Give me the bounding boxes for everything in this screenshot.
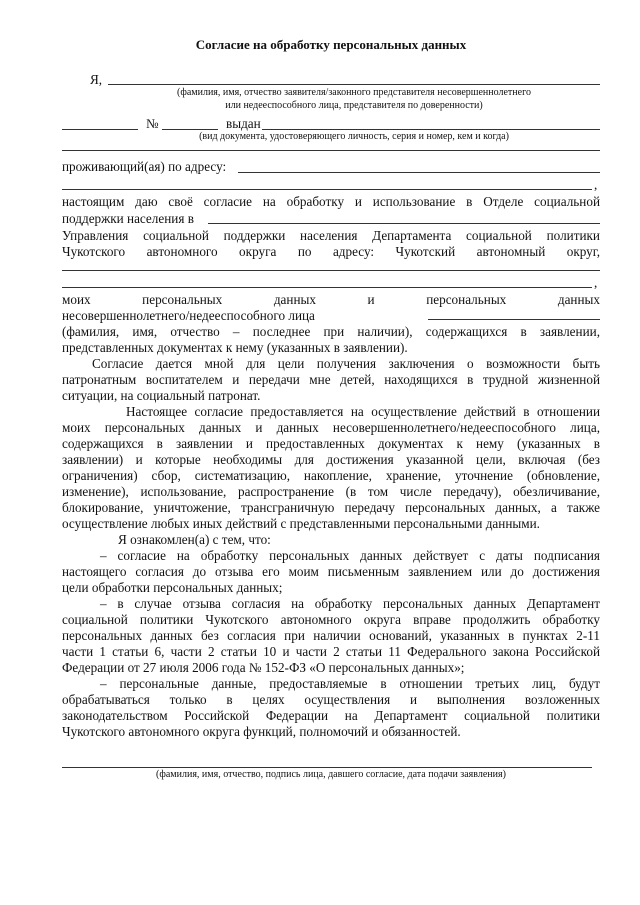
consent-line-7: (фамилия, имя, отчество – последнее при наличии), содержащихся в заявлении, — [62, 324, 600, 339]
bullet-2-line-4: части 1 статьи 6, части 2 статьи 10 и части 2 статьи 11 Федерального закона Российской — [62, 644, 600, 659]
office-address-line-1[interactable] — [62, 270, 600, 271]
consent-line-8: представленных документах к нему (указанных в заявлении). — [62, 340, 408, 355]
document-extra-line[interactable] — [62, 150, 600, 151]
bullet-3-line-4: Чукотского автономного округа функций, полномочий и обязанностей. — [62, 724, 461, 739]
scope-line-8: осуществление любых иных действий с представленными персональными данными. — [62, 516, 540, 531]
scope-line-2: моих персональных данных и данных несовершеннолетнего/недееспособного лица, — [62, 420, 600, 435]
bullet-2-line-3: персональных данных без согласия при наличии оснований, указанных в пунктах 2-11 — [62, 628, 600, 643]
bullet-3-line-2: обрабатываться только в целях осуществления и выполнения возложенных — [62, 692, 600, 707]
purpose-line-1: Согласие дается мной для цели получения заключения о возможности быть — [92, 356, 600, 371]
consent-line-1: настоящим даю своё согласие на обработку и использование в Отделе социальной — [62, 194, 600, 209]
consent-line-3: Управления социальной поддержки населения Департамента социальной политики — [62, 228, 600, 243]
document-type-line[interactable] — [62, 129, 138, 130]
document-note: (вид документа, удостоверяющего личность, серия и номер, кем и когда) — [199, 131, 509, 142]
minor-name-line[interactable] — [428, 319, 600, 320]
purpose-line-3: ситуации, на социальный патронат. — [62, 388, 261, 403]
office-address-line-2[interactable] — [62, 287, 592, 288]
ya-label: Я, — [90, 72, 103, 87]
department-line[interactable] — [208, 223, 600, 224]
bullet-1-line-2: настоящего согласия до отзыва его моим письменным заявлением или до достижения — [62, 564, 600, 579]
purpose-line-2: патронатным воспитателем и передачи мне детей, находящихся в трудной жизненной — [62, 372, 600, 387]
address-line-1[interactable] — [238, 172, 600, 173]
document-number-line[interactable] — [162, 129, 218, 130]
applicant-name-note-1: (фамилия, имя, отчество заявителя/законного представителя несовершеннолетнего — [177, 87, 531, 98]
bullet-1-line-1: – согласие на обработку персональных данных действует с даты подписания — [100, 548, 600, 563]
bullet-1-line-3: цели обработки персональных данных; — [62, 580, 283, 595]
bullet-3-line-1: – персональные данные, предоставляемые в отношении третьих лиц, будут — [100, 676, 600, 691]
scope-line-7: блокирование, уничтожение, трансграничную передачу персональных данных, а также — [62, 500, 600, 515]
issued-label: выдан — [226, 116, 261, 131]
number-sign: № — [146, 116, 159, 131]
applicant-name-note-2: или недееспособного лица, представителя по доверенности) — [225, 100, 483, 111]
applicant-name-line[interactable] — [108, 84, 600, 85]
bullet-2-line-1: – в случае отзыва согласия на обработку персональных данных Департамент — [100, 596, 600, 611]
consent-line-4: Чукотского автономного округа по адресу: Чукотский автономный округ, — [62, 244, 600, 259]
issued-by-line[interactable] — [262, 129, 600, 130]
acknowledgement-intro: Я ознакомлен(а) с тем, что: — [118, 532, 271, 547]
bullet-2-line-2: социальной политики Чукотского автономного округа вправе продолжить обработку — [62, 612, 600, 627]
scope-line-4: заявлении) и которые необходимы для достижения указанной цели, включая (без — [62, 452, 600, 467]
scope-line-3: содержащихся в заявлении и предоставленных документах к нему (указанных в — [62, 436, 600, 451]
document-title: Согласие на обработку персональных данных — [195, 37, 467, 52]
consent-document — [62, 0, 600, 905]
consent-line-5: моих персональных данных и персональных данных — [62, 292, 600, 307]
signature-line[interactable] — [62, 767, 592, 768]
office-address-comma: , — [594, 275, 598, 290]
signature-note: (фамилия, имя, отчество, подпись лица, давшего согласие, дата подачи заявления) — [156, 769, 506, 780]
consent-line-6: несовершеннолетнего/недееспособного лица — [62, 308, 315, 323]
bullet-3-line-3: законодательством Российской Федерации на Департамент социальной политики — [62, 708, 600, 723]
consent-line-2: поддержки населения в — [62, 211, 194, 226]
address-label: проживающий(ая) по адресу: — [62, 159, 227, 174]
scope-line-1: Настоящее согласие предоставляется на осуществление действий в отношении — [126, 404, 600, 419]
scope-line-6: изменение), использование, распространение (в том числе передачу), обезличивание, — [62, 484, 600, 499]
bullet-2-line-5: Федерации от 27 июля 2006 года № 152-ФЗ «О персональных данных»; — [62, 660, 465, 675]
address-comma: , — [594, 177, 598, 192]
address-line-2[interactable] — [62, 189, 592, 190]
scope-line-5: ограничения) сбор, систематизацию, накопление, хранение, уточнение (обновление, — [62, 468, 600, 483]
